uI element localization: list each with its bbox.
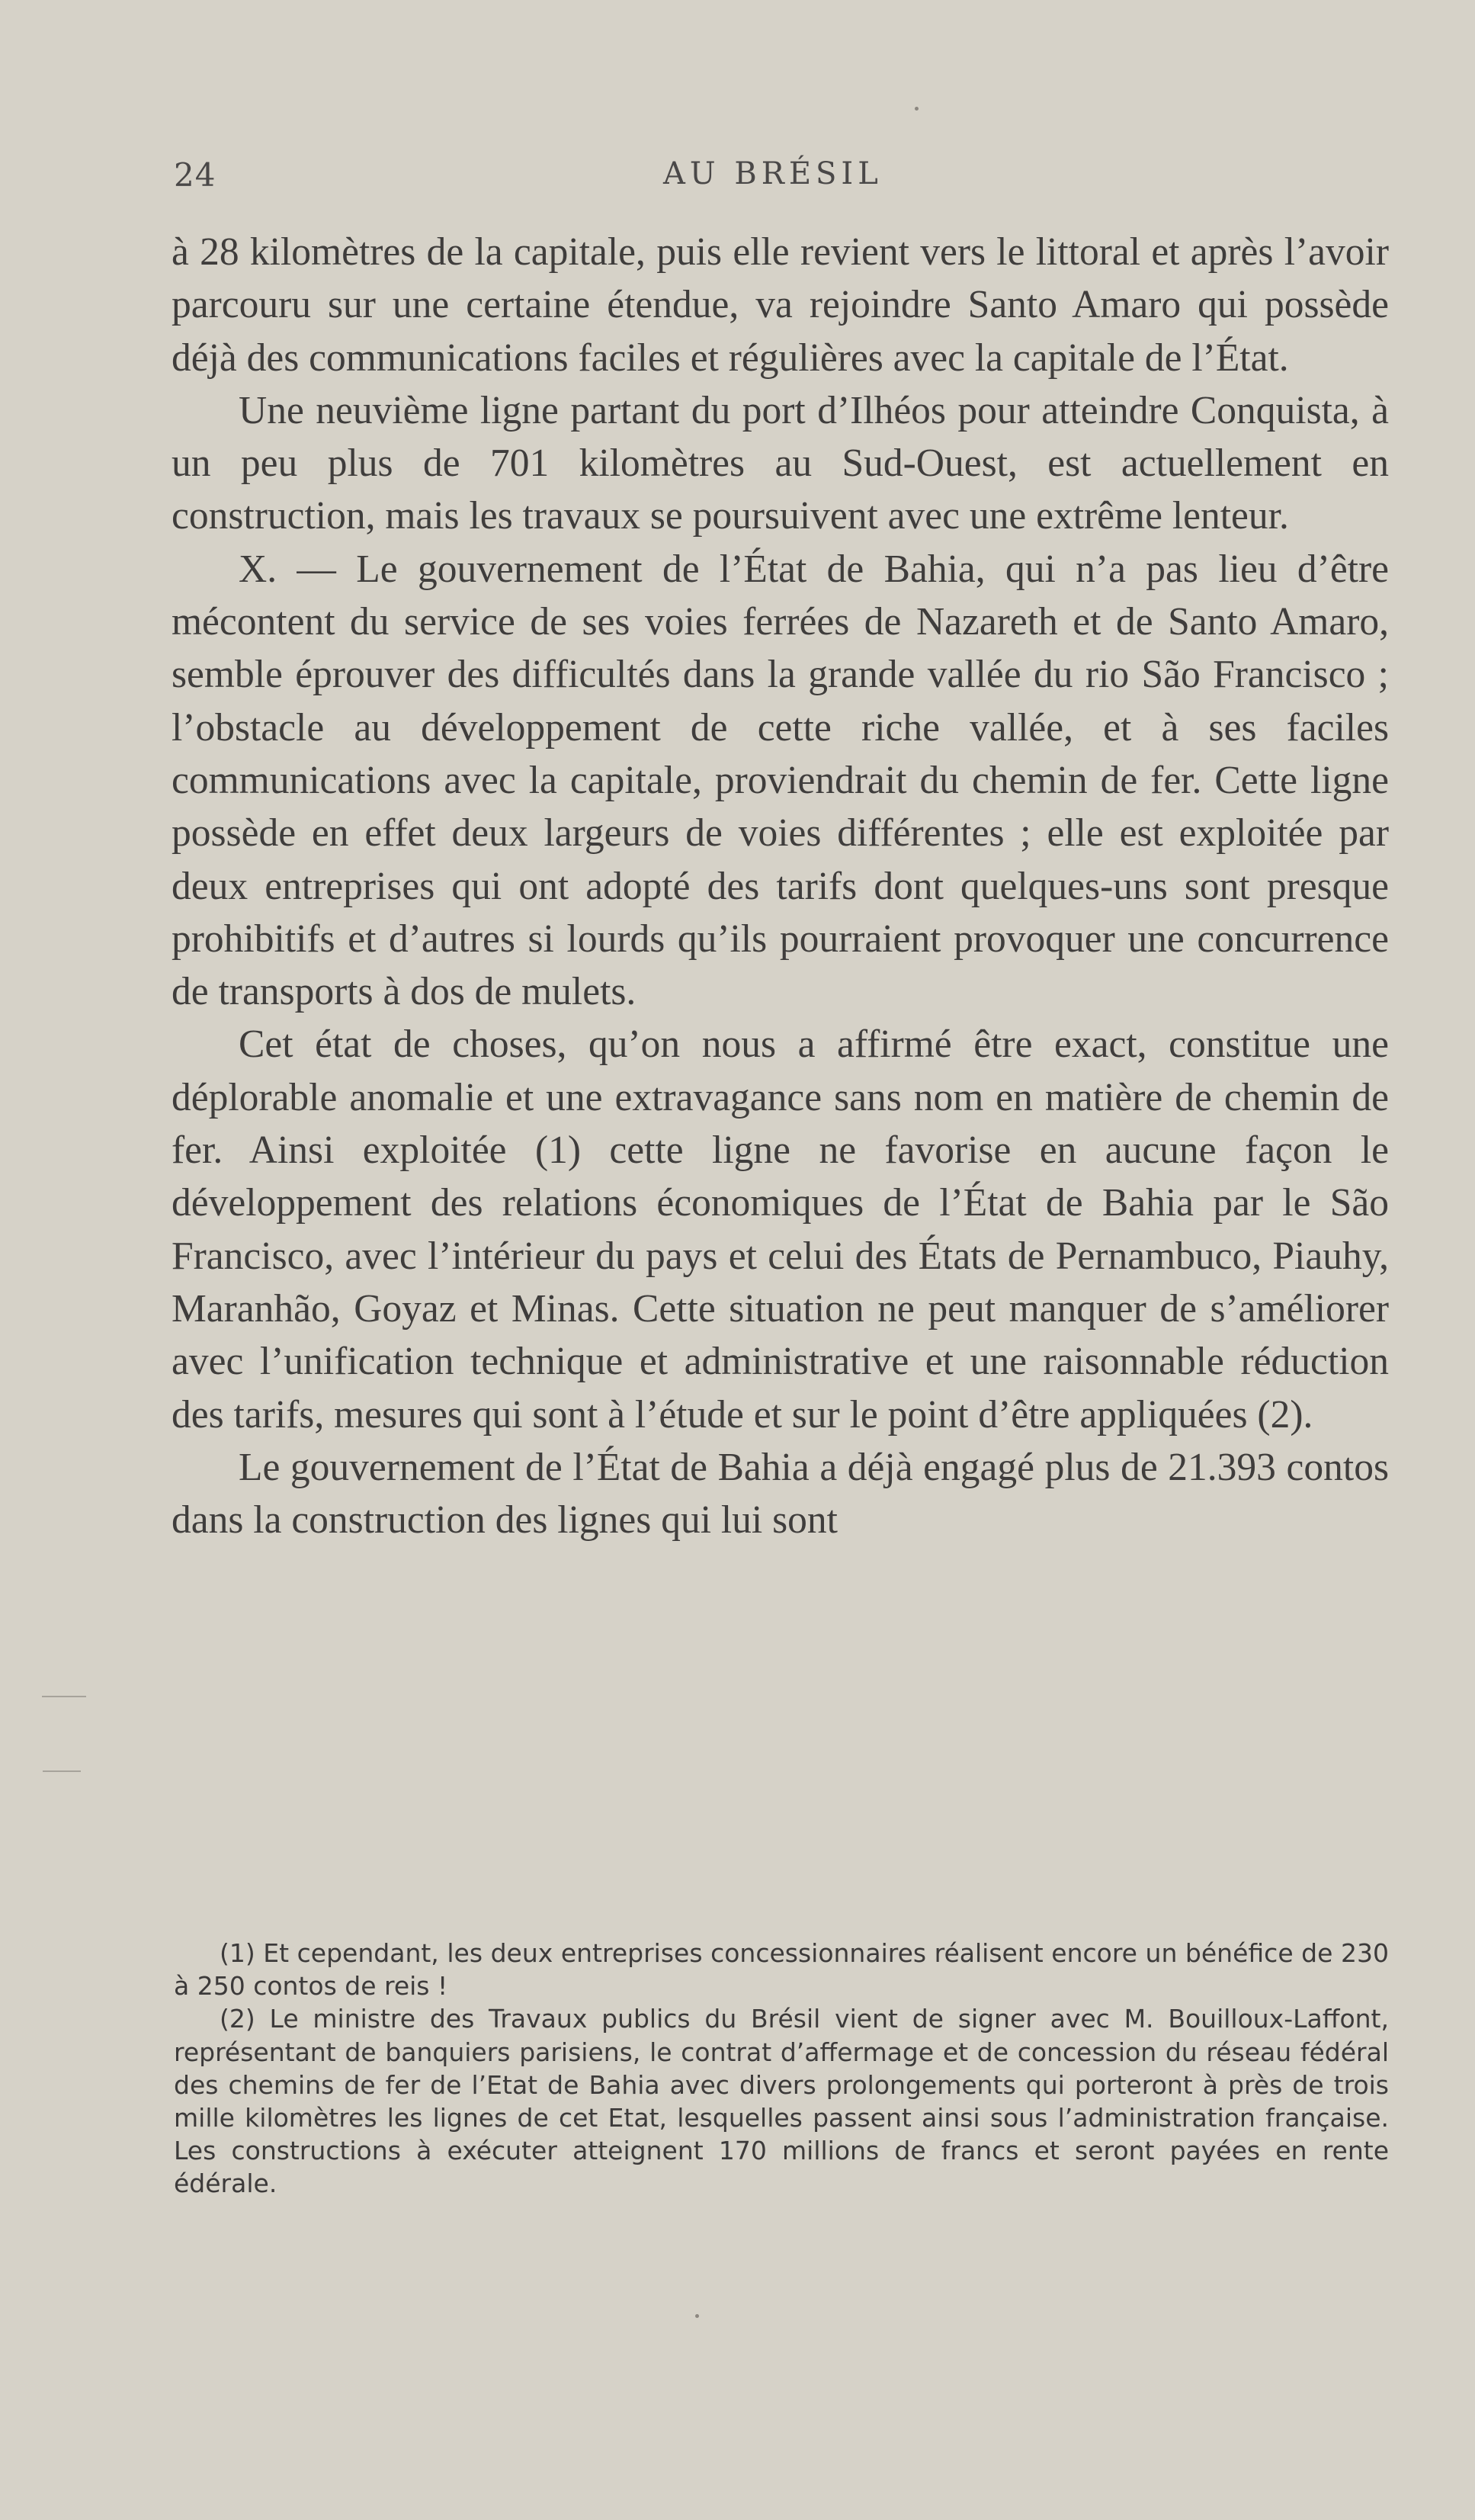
- footnote: (2) Le ministre des Travaux publics du Brésil vient de signer avec M. Bouilloux-Laffont, représentant de banquiers parisiens, le contrat d’affermage et de concession du réseau fédéral des chemins de fer de l’Etat de Bahia avec divers prolongements qui porteront à près de trois mille kilomètres les lignes de cet Etat, lesquelles passent ainsi sous l’administration française. Les constructions à exécuter atteignent 170 millions de francs et seront payées en rente édérale.: [174, 2004, 1389, 2199]
- page-header: [174, 156, 1389, 202]
- paper-speck: [695, 2314, 699, 2318]
- footnote: (1) Et cependant, les deux entreprises concessionnaires réalisent encore un bénéfice de 230 à 250 contos de reis !: [174, 1938, 1389, 2002]
- margin-mark: [43, 1770, 81, 1772]
- paragraph-continuation: à 28 kilomètres de la capitale, puis elle revient vers le littoral et après l’avoir parcouru sur une certaine étendue, va rejoindre Santo Amaro qui possède déjà des communications faciles et régulières avec la capitale de l’État.: [172, 230, 1389, 380]
- margin-mark: [42, 1696, 86, 1697]
- paper-speck: [915, 107, 919, 111]
- paragraph: Le gouvernement de l’État de Bahia a déjà engagé plus de 21.393 contos dans la construction des lignes qui lui sont: [172, 1445, 1389, 1542]
- paragraph: Une neuvième ligne partant du port d’Ilhéos pour atteindre Conquista, à un peu plus de 701 kilomètres au Sud-Ouest, est actuellement en construction, mais les travaux se poursuivent avec une extrême lenteur.: [172, 388, 1389, 538]
- paragraph: X. — Le gouvernement de l’État de Bahia, qui n’a pas lieu d’être mécontent du service de ses voies ferrées de Nazareth et de Santo Amaro, semble éprouver des difficultés dans la grande vallée du rio São Francisco ; l’obstacle au développement de cette riche vallée, et à ses faciles communications avec la capitale, proviendrait du chemin de fer. Cette ligne possède en effet deux largeurs de voies différentes ; elle est exploitée par deux entreprises qui ont adopté des tarifs dont quelques-uns sont presque prohibitifs et d’autres si lourds qu’ils pourraient provoquer une concurrence de transports à dos de mulets.: [172, 547, 1389, 1014]
- footnotes: [174, 1937, 1389, 2201]
- paragraph: Cet état de choses, qu’on nous a affirmé être exact, constitue une déplorable anomalie et une extravagance sans nom en matière de chemin de fer. Ainsi exploitée (1) cette ligne ne favorise en aucune façon le développement des relations économiques de l’État de Bahia par le São Francisco, avec l’intérieur du pays et celui des États de Pernambuco, Piauhy, Maranhão, Goyaz et Minas. Cette situation ne peut manquer de s’améliorer avec l’unification technique et administrative et une raisonnable réduction des tarifs, mesures qui sont à l’étude et sur le point d’être appliquées (2).: [172, 1022, 1389, 1437]
- running-title: AU BRÉSIL: [663, 156, 883, 191]
- body-text: [172, 226, 1389, 1546]
- page-number: 24: [174, 156, 216, 194]
